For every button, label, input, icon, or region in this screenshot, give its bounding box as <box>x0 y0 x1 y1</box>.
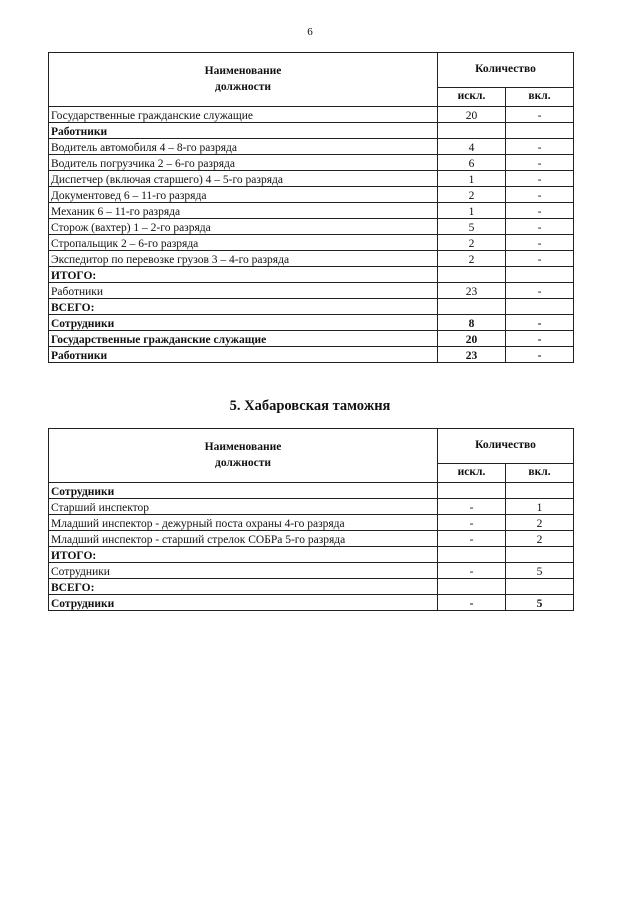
table-row <box>49 299 574 315</box>
included-header: вкл. <box>506 464 574 483</box>
included-count-cell: - <box>506 187 574 203</box>
included-count-cell: - <box>506 347 574 363</box>
table-row <box>49 203 574 219</box>
table-row <box>49 235 574 251</box>
excluded-count-cell: 8 <box>438 315 506 331</box>
table-row <box>49 347 574 363</box>
position-name-cell: Работники <box>49 283 438 299</box>
excluded-count-cell: - <box>438 499 506 515</box>
excluded-count-cell <box>438 123 506 139</box>
table-row <box>49 267 574 283</box>
section-title: 5. Хабаровская таможня <box>229 398 391 414</box>
included-count-cell: - <box>506 139 574 155</box>
excluded-count-cell: - <box>438 563 506 579</box>
table-row <box>49 139 574 155</box>
included-count-cell <box>506 547 574 563</box>
position-name-header <box>49 429 438 483</box>
excluded-count-cell: - <box>438 531 506 547</box>
staff-table-2-body <box>49 483 574 611</box>
included-count-cell: 2 <box>506 531 574 547</box>
position-name-cell: Диспетчер (включая старшего) 4 – 5-го разряда <box>49 171 438 187</box>
excluded-count-cell <box>438 547 506 563</box>
excluded-count-cell <box>438 267 506 283</box>
position-name-header <box>49 53 438 107</box>
position-name-cell: Государственные гражданские служащие <box>49 107 438 123</box>
excluded-count-cell: 5 <box>438 219 506 235</box>
position-name-cell: Сотрудники <box>49 563 438 579</box>
excluded-count-cell: 20 <box>438 107 506 123</box>
position-name-cell: Сотрудники <box>49 595 438 611</box>
position-name-header-text: Наименование должности <box>204 64 282 93</box>
table-row <box>49 187 574 203</box>
quantity-header: Количество <box>438 53 574 88</box>
position-name-cell: Работники <box>49 347 438 363</box>
position-name-cell: Работники <box>49 123 438 139</box>
position-name-cell: Младший инспектор - старший стрелок СОБРа 5-го разряда <box>49 531 438 547</box>
included-count-cell: - <box>506 283 574 299</box>
included-count-cell: - <box>506 203 574 219</box>
excluded-count-cell: 6 <box>438 155 506 171</box>
table-row <box>49 315 574 331</box>
position-name-cell: ИТОГО: <box>49 547 438 563</box>
table-row <box>49 251 574 267</box>
excluded-count-cell: 23 <box>438 347 506 363</box>
included-count-cell: 5 <box>506 595 574 611</box>
position-name-cell: Водитель погрузчика 2 – 6-го разряда <box>49 155 438 171</box>
included-count-cell <box>506 299 574 315</box>
table-row <box>49 515 574 531</box>
excluded-count-cell: 1 <box>438 203 506 219</box>
included-count-cell: 2 <box>506 515 574 531</box>
table-row <box>49 563 574 579</box>
included-count-cell <box>506 579 574 595</box>
table-row <box>49 107 574 123</box>
table-row <box>49 499 574 515</box>
excluded-count-cell <box>438 299 506 315</box>
position-name-cell: Механик 6 – 11-го разряда <box>49 203 438 219</box>
included-count-cell: - <box>506 315 574 331</box>
table-row <box>49 595 574 611</box>
position-name-cell: Младший инспектор - дежурный поста охраны 4-го разряда <box>49 515 438 531</box>
excluded-count-cell <box>438 579 506 595</box>
included-count-cell: - <box>506 331 574 347</box>
position-name-cell: Сотрудники <box>49 315 438 331</box>
excluded-count-cell: 20 <box>438 331 506 347</box>
included-count-cell: 1 <box>506 499 574 515</box>
included-header: вкл. <box>506 88 574 107</box>
excluded-count-cell <box>438 483 506 499</box>
position-name-cell: Сотрудники <box>49 483 438 499</box>
excluded-count-cell: - <box>438 515 506 531</box>
position-name-cell: ВСЕГО: <box>49 299 438 315</box>
position-name-cell: Старший инспектор <box>49 499 438 515</box>
excluded-count-cell: - <box>438 595 506 611</box>
table-row <box>49 579 574 595</box>
staff-table-2 <box>48 428 574 611</box>
excluded-header: искл. <box>438 464 506 483</box>
staff-table-1 <box>48 52 574 363</box>
table-row <box>49 123 574 139</box>
included-count-cell: - <box>506 219 574 235</box>
position-name-cell: Экспедитор по перевозке грузов 3 – 4-го разряда <box>49 251 438 267</box>
excluded-count-cell: 2 <box>438 251 506 267</box>
position-name-cell: Стропальщик 2 – 6-го разряда <box>49 235 438 251</box>
position-name-cell: ВСЕГО: <box>49 579 438 595</box>
excluded-count-cell: 2 <box>438 235 506 251</box>
included-count-cell: - <box>506 171 574 187</box>
quantity-header: Количество <box>438 429 574 464</box>
position-name-cell: Документовед 6 – 11-го разряда <box>49 187 438 203</box>
table-row <box>49 547 574 563</box>
position-name-cell: ИТОГО: <box>49 267 438 283</box>
table-row <box>49 331 574 347</box>
table-row <box>49 531 574 547</box>
excluded-count-cell: 23 <box>438 283 506 299</box>
position-name-cell: Государственные гражданские служащие <box>49 331 438 347</box>
table-row <box>49 171 574 187</box>
excluded-count-cell: 1 <box>438 171 506 187</box>
position-name-header-text: Наименование должности <box>204 440 282 469</box>
table-row <box>49 219 574 235</box>
included-count-cell: - <box>506 235 574 251</box>
table-row <box>49 483 574 499</box>
page-number: 6 <box>307 26 313 38</box>
included-count-cell: - <box>506 251 574 267</box>
included-count-cell: - <box>506 107 574 123</box>
table-row <box>49 283 574 299</box>
position-name-cell: Водитель автомобиля 4 – 8-го разряда <box>49 139 438 155</box>
included-count-cell: - <box>506 155 574 171</box>
table-row <box>49 155 574 171</box>
excluded-count-cell: 2 <box>438 187 506 203</box>
staff-table-1-body <box>49 107 574 363</box>
included-count-cell <box>506 123 574 139</box>
excluded-count-cell: 4 <box>438 139 506 155</box>
position-name-cell: Сторож (вахтер) 1 – 2-го разряда <box>49 219 438 235</box>
included-count-cell <box>506 483 574 499</box>
excluded-header: искл. <box>438 88 506 107</box>
included-count-cell <box>506 267 574 283</box>
included-count-cell: 5 <box>506 563 574 579</box>
